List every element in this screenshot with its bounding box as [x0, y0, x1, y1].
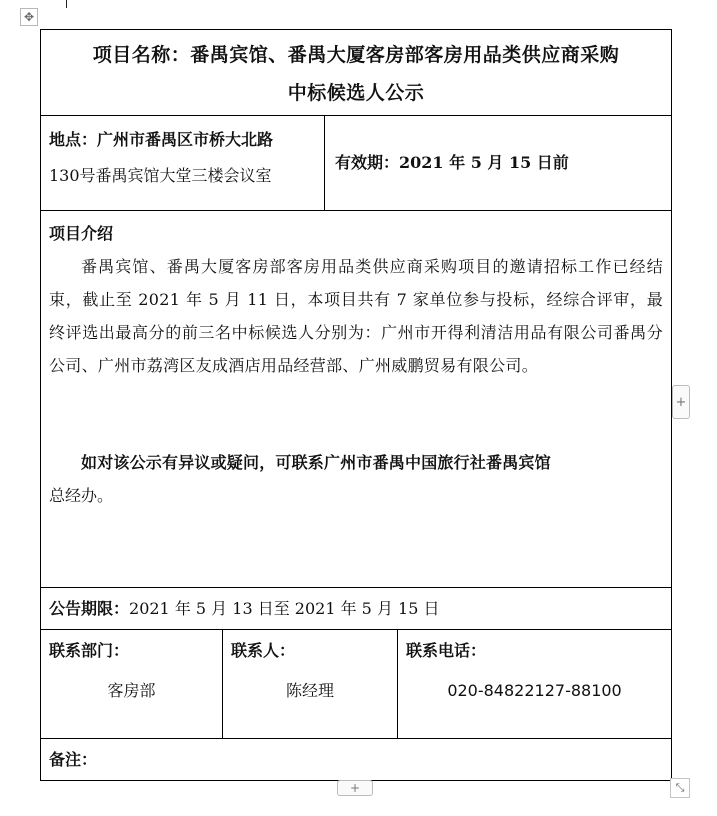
table-resize-handle[interactable] — [670, 778, 690, 798]
person-cell[interactable] — [223, 630, 398, 739]
phone-cell[interactable] — [398, 630, 672, 739]
remarks-label: 备注： — [49, 750, 98, 769]
validity-cell[interactable] — [325, 116, 672, 211]
dept-value: 客房部 — [107, 681, 156, 700]
phone-value: 020-84822127-88100 — [447, 681, 622, 700]
contact-note-bold: 如对该公示有异议或疑问，可联系广州市番禺中国旅行社番禺宾馆 — [81, 453, 551, 472]
validity-label: 有效期： — [335, 153, 400, 172]
add-column-button[interactable] — [672, 385, 690, 419]
person-value: 陈经理 — [285, 681, 334, 700]
title-text-2: 中标候选人公示 — [287, 82, 425, 104]
period-cell[interactable] — [41, 588, 672, 630]
intro-cell[interactable] — [41, 211, 672, 588]
location-cell[interactable] — [41, 116, 325, 211]
table-move-handle[interactable] — [20, 8, 38, 26]
location-value-1: 广州市番禺区市桥大北路 — [97, 130, 274, 149]
intro-body: 番禺宾馆、番禺大厦客房部客房用品类供应商采购项目的邀请招标工作已经结束，截止至 2021 年 5 月 11 日，本项目共有 7 家单位参与投标，经综合评审，最终评选出最高分的前三名中标候选人分别为：广州市开得利清洁用品有限公司番禺分公司、广州市荔湾区友成酒店用品经营部、广州威鹏贸易有限公司。 — [49, 257, 664, 375]
title-text-1: 番禺宾馆、番禺大厦客房部客房用品类供应商采购 — [190, 44, 620, 66]
title-cell[interactable] — [41, 30, 672, 116]
text-cursor — [66, 0, 67, 8]
dept-label: 联系部门： — [49, 641, 130, 660]
dept-cell[interactable] — [41, 630, 223, 739]
location-line-1 — [49, 122, 316, 158]
person-label: 联系人： — [231, 641, 296, 660]
plus-icon: + — [349, 781, 361, 795]
validity-value: 2021 年 5 月 15 日前 — [399, 153, 569, 172]
phone-label: 联系电话： — [406, 641, 487, 660]
title-label: 项目名称 — [92, 44, 171, 66]
period-label: 公告期限： — [49, 599, 130, 618]
announcement-table — [40, 29, 672, 781]
contact-note-tail: 总经办。 — [49, 486, 114, 505]
location-label: 地点： — [49, 130, 98, 149]
add-row-button[interactable] — [337, 780, 373, 796]
location-value-2: 130号番禺宾馆大堂三楼会议室 — [49, 166, 272, 185]
contact-note — [49, 446, 663, 479]
plus-icon: + — [675, 394, 687, 410]
title-line-1 — [51, 36, 661, 74]
remarks-cell[interactable] — [41, 739, 672, 781]
intro-heading: 项目介绍 — [49, 224, 114, 243]
move-icon: ✥ — [23, 10, 35, 24]
title-separator: ： — [170, 44, 191, 66]
resize-icon: ⤡ — [675, 781, 685, 794]
period-value: 2021 年 5 月 13 日至 2021 年 5 月 15 日 — [129, 599, 440, 618]
